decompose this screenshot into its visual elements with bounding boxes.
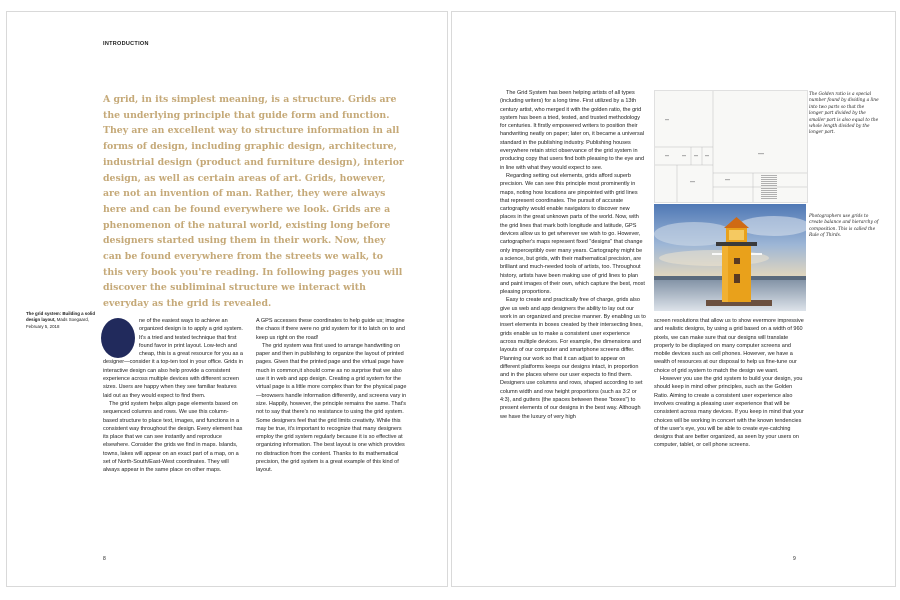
paragraph: Easy to create and practically free of charge, grids also give us web and app designers the ability to lay out our work in an organized and precise manner. By enabling us to insert elements in boxes created by their intersecting lines, grids enable us to make a consistent user experience across multiple devices. For example, the dimensions and layouts of our computer and smartphone screens differ. Planning our work so that it can adjust to appear on different platforms keeps our designs intact, in proportion and in the places where our user expects to find them. Designers use columns and rows, shaped according to set column width and row height proportions (such as 3:2 or 4:3), and gutters (the spaces between these "boxes") to present elements of our designs in the best way. Although we have the luxury of very high	[500, 297, 646, 420]
golden-ratio-diagram	[655, 91, 807, 202]
left-body-column-1	[103, 317, 243, 475]
golden-ratio-figure	[654, 90, 808, 203]
right-body-column-1	[500, 89, 646, 421]
paragraph-text: ne of the easiest ways to achieve an organized design is to apply a grid system. It's a tried and tested technique that first found favor in print layout. Low-tech and cheap, this is a great resource for you as a designer—consider it a top-ten tool in your office. Grids in interactive design can also help provide a consistent experience across multiple devices with different screen sizes. Users are happy when they see familiar features laid out as they would expect to find them.	[103, 318, 243, 399]
paragraph: However you use the grid system to build your design, you should keep in mind other principles, such as the Golden Ratio. Aiming to create a consistent user experience also involves creating a pleasing user experience that will be consistent across many devices. If you keep in mind that your choices will be working in concert with the known tendencies of the user's eye, you will be able to create eye-catching designs that are better organized, as seen by your users on computer, tablet, or cell phone screens.	[654, 376, 804, 449]
right-page	[451, 11, 896, 587]
page-number-right: 9	[793, 556, 796, 562]
paragraph: A GPS accesses these coordinates to help guide us; imagine the chaos if there were no grid system for it to latch on to and keep us right on the road!	[256, 318, 405, 341]
side-caption	[26, 311, 96, 330]
side-caption-title: The grid system: Building a solid design layout,	[26, 311, 96, 323]
section-label: INTRODUCTION	[103, 41, 149, 47]
right-body-column-2	[654, 317, 806, 450]
intro-quote: A grid, in its simplest meaning, is a structure. Grids are the underlying principle that guide form and function. They are an excellent way to structure information in all forms of design, including graphic design, architecture, industrial design (product and furniture design), interior design, as well as certain areas of art. Grids, however, are not an invention of man. Rather, they were always here and can be found everywhere we look. Grids are a phenomenon of the natural world, existing long before designers started using them in their work. Now, they can be found everywhere from the streets we walk, to this very book you're reading. In following pages you will discover the subliminal structure we interact with everyday as the grid is revealed.	[103, 94, 404, 310]
lighthouse-photo	[654, 204, 806, 311]
drop-cap-o	[101, 318, 135, 358]
paragraph: The Grid System has been helping artists of all types (including writers) for a long time. First utilized by a 13th century artist, who merged it with the golden ratio, the grid system has been a tried, tested, and trusted methodology for centuries. It firstly empowered writers to position their handwriting neatly on paper; later on, it became a universal standard in the publishing industry. Publishing houses everywhere retain strict observance of the grid system in producing copy that users find both pleasing to the eye and in line with what they would expect to see.	[500, 90, 645, 171]
lighthouse-image	[654, 204, 806, 311]
paragraph: screen resolutions that allow us to show evermore impressive and realistic designs, by using a grid based on a width of 960 pixels, we can make sure that our designs will translate properly to be displayed on many computer screens and mobile devices such as cell phones. However, we have a wealth of resources at our disposal to help us fine-tune our choice of grid system to match the design we want.	[654, 318, 804, 374]
side-caption-meta: Mads Soegaard, February 5, 2018	[26, 317, 89, 329]
figure-caption-lighthouse: Photographers use grids to create balance and hierarchy of composition. This is called the Rule of Thirds.	[809, 214, 879, 239]
paragraph	[103, 317, 243, 400]
figure-caption-golden-ratio: The Golden ratio is a special number found by dividing a line into two parts so that the longer part divided by the smaller part is also equal to the whole length divided by the longer part.	[809, 92, 879, 136]
page-number-left: 8	[103, 556, 106, 562]
left-page	[6, 11, 448, 587]
paragraph: Regarding setting out elements, grids afford superb precision. We can see this principle most prominently in maps, noting how locations are pinpointed with grid lines that represent coordinates. The pursuit of accurate cartography would enable navigators to discover new places in the great unknown parts of the world. Now, with the grid lines that mark both longitude and latitude, GPS devices allow us to get wherever we wish to go. However, cartographer's maps represent fixed "designs" that change only imperceptibly over many years. Cartography might be a science, but grids, with their mathematical precision, are brilliant and much-needed tools of artists, too. Throughout history, artists have been making use of grid lines to plan and paint images of their own, which capture the best, most pleasing proportions.	[500, 172, 645, 296]
paragraph: The grid system helps align page elements based on sequenced columns and rows. We use this column-based structure to place text, images, and functions in a consistent way throughout the design. Every element has its place that we can see instantly and reproduce elsewhere. Consider the grids we find in maps. Islands, towns, lakes will appear on an exact part of a map, on a set of North-South/East-West coordinates. They will always appear in the same place on other maps.	[103, 400, 243, 474]
paragraph: The grid system was first used to arrange handwriting on paper and then in publishing to organize the layout of printed pages. Given that the printed page and the virtual page have much in common,it should come as no surprise that we also use it in web and app design. Creating a grid system for the virtual page is a little more complex than for the physical page—browsers handle information differently, and screens vary in size. Happily, however, the principle remains the same. That's not to say that there's no resistance to using the grid system. Some designers feel that the grid limits creativity. While this may be true, it's important to recognize that many designers employ the grid system regularly because it is so effective at organizing information. The best layout is one which provides no distraction from the content. Thanks to its mathematical precision, the grid system is a great example of this kind of layout.	[256, 342, 407, 474]
left-body-column-2	[256, 317, 408, 475]
